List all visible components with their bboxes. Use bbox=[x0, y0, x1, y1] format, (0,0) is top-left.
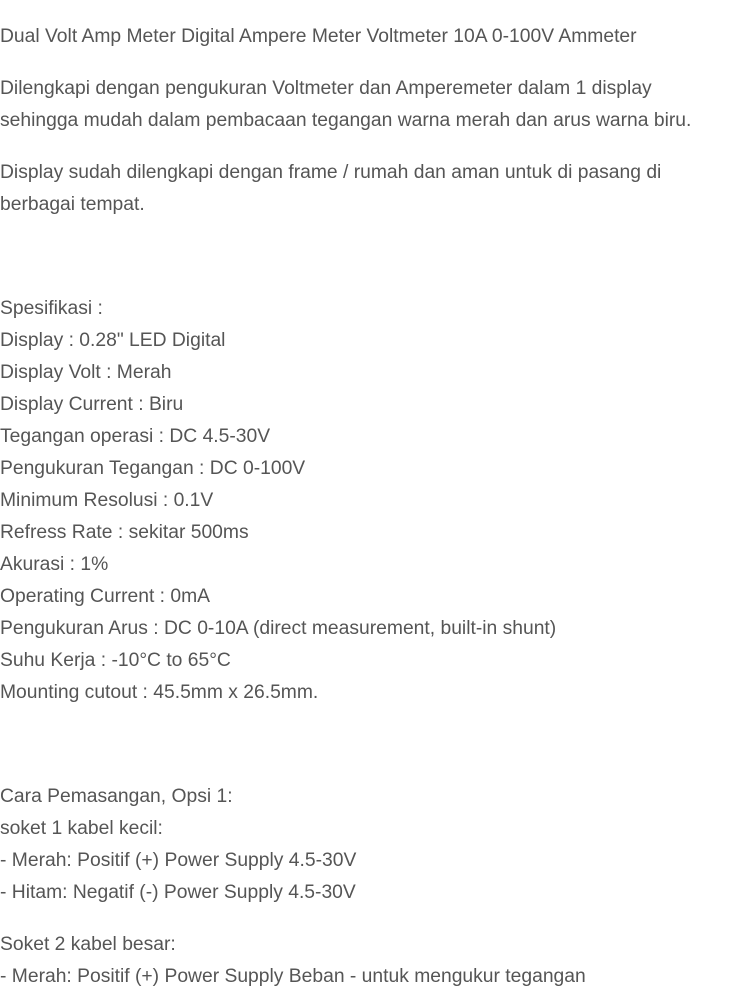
product-title: Dual Volt Amp Meter Digital Ampere Meter Voltmeter 10A 0-100V Ammeter bbox=[0, 26, 637, 47]
spacer bbox=[0, 241, 750, 273]
spacer bbox=[0, 709, 750, 741]
intro-paragraph bbox=[0, 73, 750, 137]
spec-item: Display Volt : Merah bbox=[0, 362, 172, 383]
spacer bbox=[0, 273, 750, 293]
spec-item: Akurasi : 1% bbox=[0, 554, 109, 575]
spec-item: Display : 0.28" LED Digital bbox=[0, 330, 226, 351]
intro-line: Dilengkapi dengan pengukuran Voltmeter dan Amperemeter dalam 1 display bbox=[0, 78, 652, 99]
frame-line: berbagai tempat. bbox=[0, 194, 145, 215]
install-section bbox=[0, 781, 750, 993]
spec-item: Suhu Kerja : -10°C to 65°C bbox=[0, 650, 231, 671]
socket-1-line: - Hitam: Negatif (-) Power Supply 4.5-30V bbox=[0, 882, 356, 903]
specs-heading: Spesifikasi : bbox=[0, 298, 103, 319]
product-description bbox=[0, 21, 750, 993]
specs-section bbox=[0, 293, 750, 709]
spec-item: Refress Rate : sekitar 500ms bbox=[0, 522, 249, 543]
spec-item: Display Current : Biru bbox=[0, 394, 184, 415]
spec-item: Pengukuran Tegangan : DC 0-100V bbox=[0, 458, 306, 479]
install-heading: Cara Pemasangan, Opsi 1: bbox=[0, 786, 233, 807]
socket-2-label: Soket 2 kabel besar: bbox=[0, 934, 176, 955]
socket-1-label: soket 1 kabel kecil: bbox=[0, 818, 163, 839]
spec-item: Pengukuran Arus : DC 0-10A (direct measurement, built-in shunt) bbox=[0, 618, 557, 639]
socket-2-block bbox=[0, 929, 750, 993]
socket-2-line: - Merah: Positif (+) Power Supply Beban - untuk mengukur tegangan bbox=[0, 966, 586, 987]
spec-item: Operating Current : 0mA bbox=[0, 586, 211, 607]
socket-1-line: - Merah: Positif (+) Power Supply 4.5-30V bbox=[0, 850, 357, 871]
intro-line: sehingga mudah dalam pembacaan tegangan warna merah dan arus warna biru. bbox=[0, 110, 692, 131]
spec-item: Mounting cutout : 45.5mm x 26.5mm. bbox=[0, 682, 319, 703]
socket-1-block bbox=[0, 813, 750, 909]
frame-paragraph bbox=[0, 157, 750, 221]
frame-line: Display sudah dilengkapi dengan frame / rumah dan aman untuk di pasang di bbox=[0, 162, 662, 183]
spec-item: Tegangan operasi : DC 4.5-30V bbox=[0, 426, 271, 447]
spec-item: Minimum Resolusi : 0.1V bbox=[0, 490, 214, 511]
spacer bbox=[0, 741, 750, 781]
